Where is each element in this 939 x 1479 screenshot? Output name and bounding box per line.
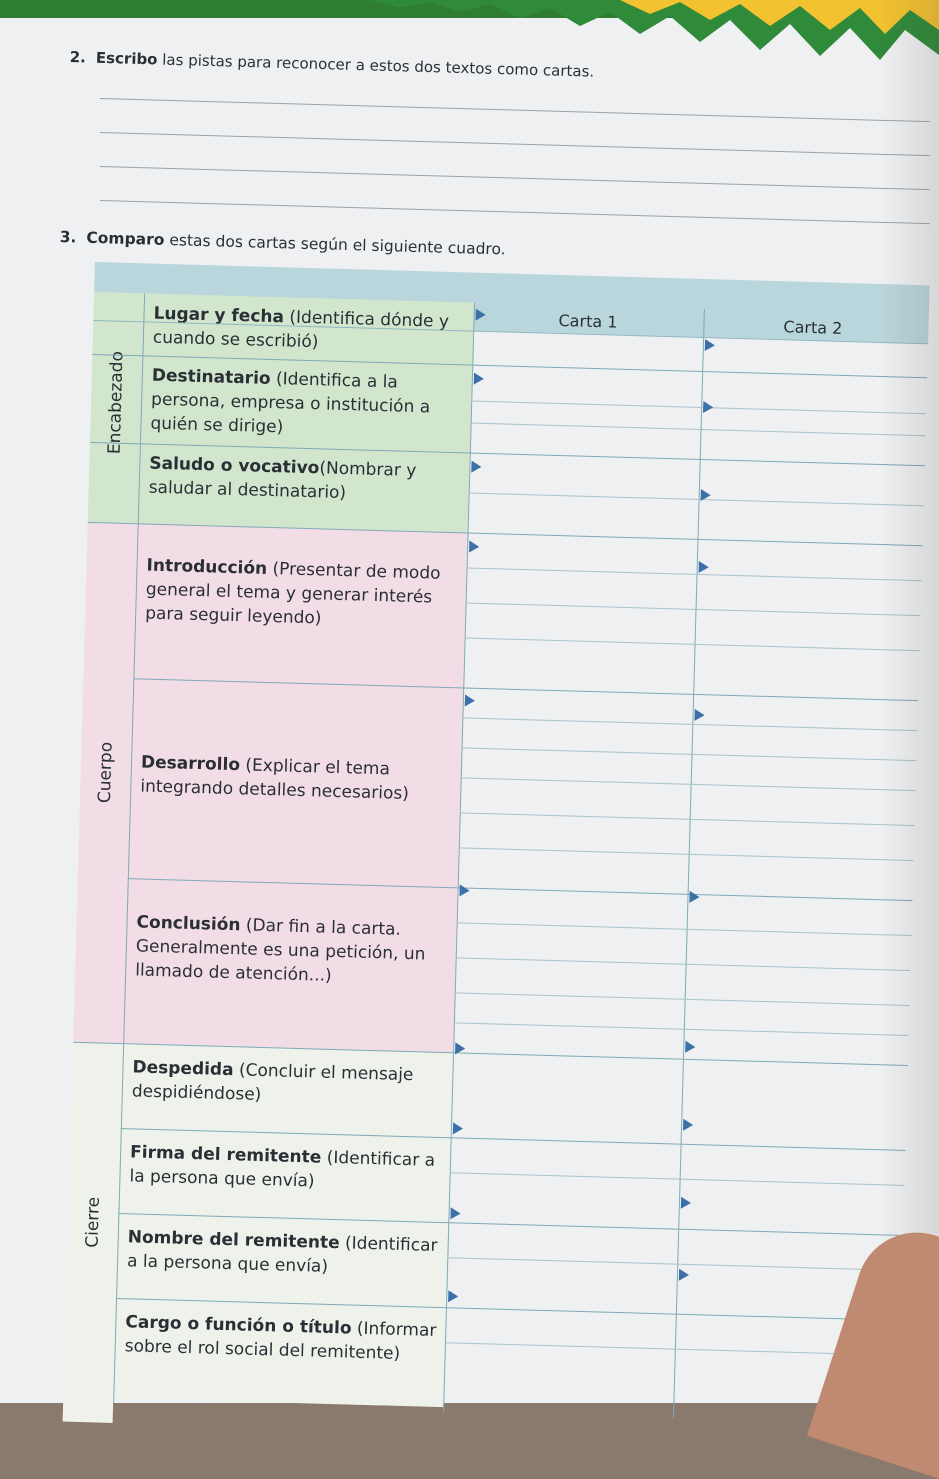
row-text: Nombre del remitente (Identificar a la persona que envía) bbox=[126, 1227, 438, 1277]
row-text: Destinatario (Identifica a la persona, empresa o institución a quién se dirige) bbox=[150, 365, 431, 438]
arrow-marker-icon bbox=[683, 1119, 693, 1131]
arrow-marker-icon bbox=[453, 1122, 463, 1134]
answer-line[interactable] bbox=[454, 1022, 909, 1036]
answer-line[interactable] bbox=[465, 637, 920, 651]
answer-line[interactable] bbox=[456, 957, 911, 971]
answer-line[interactable] bbox=[100, 166, 930, 190]
arrow-marker-icon bbox=[450, 1207, 460, 1219]
row-introduccion bbox=[133, 523, 467, 687]
arrow-marker-icon bbox=[465, 695, 475, 707]
arrow-marker-icon bbox=[689, 891, 699, 903]
answer-line[interactable] bbox=[457, 922, 912, 936]
row-nombre bbox=[116, 1213, 448, 1307]
answer-line[interactable] bbox=[461, 777, 916, 791]
row-conclusion bbox=[123, 878, 457, 1052]
exercise-3-verb: Comparo bbox=[86, 228, 165, 249]
arrow-marker-icon bbox=[705, 339, 715, 351]
category-label-cierre: Cierre bbox=[82, 1196, 104, 1249]
row-text: Despedida (Concluir el mensaje despidiéndose) bbox=[131, 1057, 414, 1105]
answer-line[interactable] bbox=[471, 423, 926, 437]
arrow-marker-icon bbox=[694, 709, 704, 721]
arrow-marker-icon bbox=[685, 1041, 695, 1053]
arrow-marker-icon bbox=[699, 561, 709, 573]
row-text: Firma del remitente (Identificar a la persona que envía) bbox=[129, 1142, 436, 1192]
comparison-table bbox=[63, 262, 930, 1445]
header-carta-2: Carta 2 bbox=[783, 317, 843, 338]
arrow-marker-icon bbox=[474, 373, 484, 385]
row-text: Cargo o función o título (Informar sobre el rol social del remitente) bbox=[124, 1312, 437, 1364]
answer-line[interactable] bbox=[455, 992, 910, 1006]
row-desarrollo bbox=[128, 678, 463, 887]
exercise-3-instruction bbox=[59, 228, 759, 266]
answer-line[interactable] bbox=[100, 132, 930, 156]
row-saludo bbox=[138, 443, 470, 532]
answer-line[interactable] bbox=[462, 747, 917, 761]
answer-line[interactable] bbox=[467, 567, 922, 581]
row-cargo bbox=[113, 1298, 446, 1407]
answer-line[interactable] bbox=[450, 1172, 905, 1186]
answer-line[interactable] bbox=[469, 493, 924, 507]
exercise-3-number: 3. bbox=[59, 228, 77, 247]
answer-line[interactable] bbox=[447, 1257, 902, 1271]
arrow-marker-icon bbox=[701, 489, 711, 501]
category-encabezado bbox=[88, 292, 144, 523]
answer-line[interactable] bbox=[466, 602, 921, 616]
arrow-marker-icon bbox=[459, 884, 469, 896]
row-firma bbox=[118, 1128, 450, 1222]
arrow-marker-icon bbox=[455, 1042, 465, 1054]
row-text: Lugar y fecha (Identifica dónde y cuando se escribió) bbox=[152, 303, 450, 353]
answer-line[interactable] bbox=[459, 847, 914, 861]
answer-line[interactable] bbox=[462, 717, 917, 731]
arrow-marker-icon bbox=[448, 1290, 458, 1302]
answer-line[interactable] bbox=[471, 401, 926, 415]
category-label-cuerpo: Cuerpo bbox=[94, 741, 117, 804]
row-destinatario bbox=[140, 355, 472, 452]
category-label-encabezado: Encabezado bbox=[104, 350, 128, 455]
exercise-3-text: estas dos cartas según el siguiente cuadro. bbox=[164, 230, 506, 259]
page-edge-shadow bbox=[879, 0, 939, 1403]
answer-line[interactable] bbox=[100, 98, 930, 122]
answer-line[interactable] bbox=[100, 200, 930, 224]
header-carta-1: Carta 1 bbox=[558, 310, 618, 332]
row-despedida bbox=[121, 1043, 453, 1137]
arrow-marker-icon bbox=[471, 461, 481, 473]
arrow-marker-icon bbox=[476, 309, 486, 321]
answer-line[interactable] bbox=[445, 1342, 900, 1356]
row-text: Introducción (Presentar de modo general el tema y generar interés para seguir leyendo) bbox=[144, 555, 441, 629]
exercise-2-number: 2. bbox=[69, 48, 87, 67]
exercise-2-verb: Escribo bbox=[95, 48, 158, 69]
row-text: Saludo o vocativo(Nombrar y saludar al destinatario) bbox=[148, 453, 417, 504]
row-text: Conclusión (Dar fin a la carta. Generalmente es una petición, un llamado de atención...) bbox=[134, 912, 426, 986]
arrow-marker-icon bbox=[681, 1197, 691, 1209]
column-divider bbox=[673, 309, 705, 1419]
arrow-marker-icon bbox=[679, 1269, 689, 1281]
exercise-2-text: las pistas para reconocer a estos dos textos como cartas. bbox=[157, 50, 595, 81]
row-text: Desarrollo (Explicar el tema integrando detalles necesarios) bbox=[140, 752, 410, 804]
arrow-marker-icon bbox=[703, 401, 713, 413]
arrow-marker-icon bbox=[469, 541, 479, 553]
answer-line[interactable] bbox=[460, 812, 915, 826]
